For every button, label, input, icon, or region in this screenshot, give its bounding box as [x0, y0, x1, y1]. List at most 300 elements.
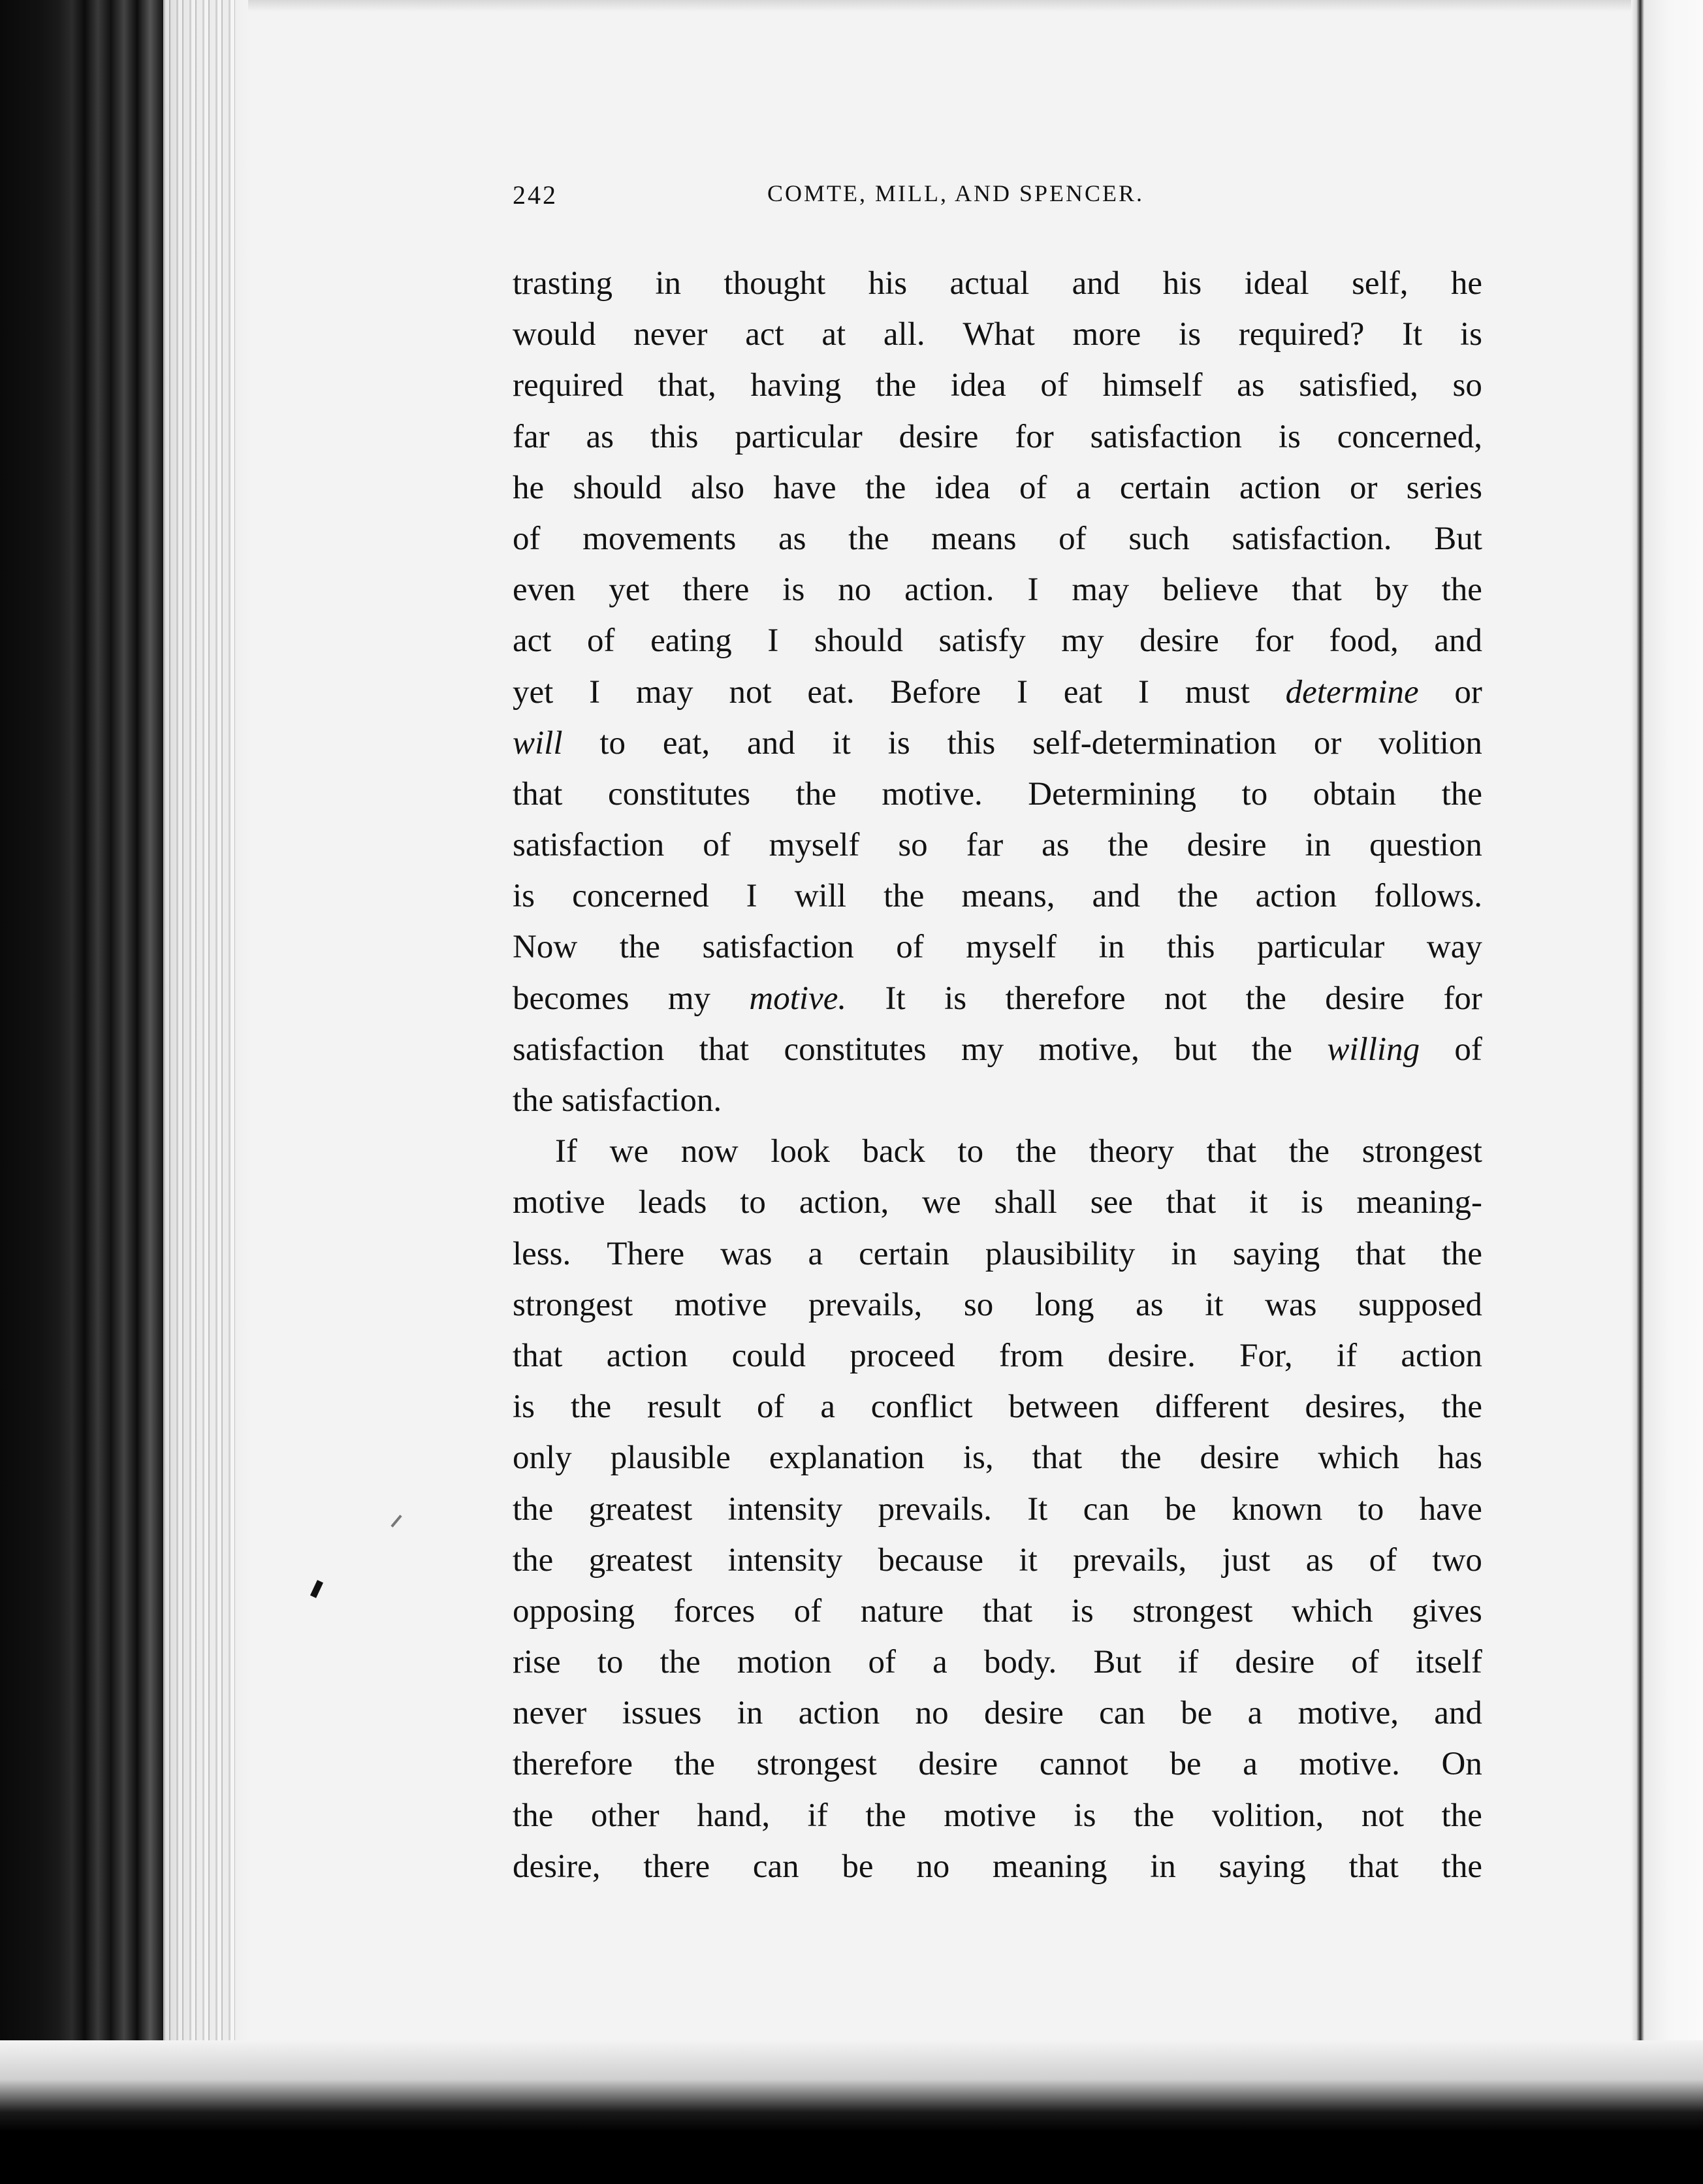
- word: that,: [658, 367, 716, 404]
- word: a: [808, 1235, 823, 1272]
- word: that: [513, 775, 563, 812]
- word: the: [513, 1082, 554, 1119]
- word: far: [966, 827, 1004, 864]
- word: of: [1019, 469, 1047, 506]
- word: never: [633, 316, 708, 353]
- word: There: [607, 1235, 685, 1272]
- word: of: [757, 1389, 785, 1426]
- word: for: [1254, 622, 1294, 660]
- word: self-determination: [1032, 724, 1277, 762]
- word: that: [1292, 571, 1342, 609]
- text-line: [513, 1330, 1482, 1381]
- word: my: [1061, 622, 1104, 660]
- word: this: [947, 724, 996, 762]
- word: will: [794, 878, 847, 915]
- word: the: [1441, 1797, 1482, 1834]
- word: would: [513, 316, 596, 353]
- word: should: [814, 622, 903, 660]
- word: if: [1336, 1337, 1358, 1374]
- word: is: [1459, 316, 1482, 353]
- word: greatest: [588, 1490, 693, 1528]
- word: thought: [724, 265, 826, 302]
- word: for: [1443, 980, 1482, 1017]
- word: will: [513, 724, 563, 762]
- word: series: [1406, 469, 1482, 506]
- word: supposed: [1358, 1286, 1482, 1323]
- word: of: [1454, 1031, 1482, 1068]
- word: he: [1450, 265, 1482, 302]
- word: so: [1452, 367, 1482, 404]
- word: desire: [918, 1746, 998, 1783]
- word: is: [513, 1389, 535, 1426]
- word: that: [513, 1337, 563, 1374]
- word: that: [982, 1592, 1033, 1630]
- word: the: [570, 1389, 612, 1426]
- word: the: [795, 775, 836, 812]
- word: food,: [1329, 622, 1399, 660]
- word: concerned,: [1337, 418, 1482, 455]
- word: satisfaction: [513, 1031, 665, 1068]
- word: explanation: [769, 1439, 925, 1477]
- word: desire: [1325, 980, 1405, 1017]
- word: ideal: [1244, 265, 1309, 302]
- word: to: [1241, 775, 1268, 812]
- word: as: [1136, 1286, 1164, 1323]
- word: only: [513, 1439, 572, 1477]
- word: the: [513, 1797, 554, 1834]
- word: plausibility: [985, 1235, 1136, 1272]
- word: the: [1288, 1133, 1330, 1170]
- word: is: [944, 980, 967, 1017]
- word: the: [1121, 1439, 1162, 1477]
- word: idea: [934, 469, 991, 506]
- word: desire: [1139, 622, 1219, 660]
- word: is: [1278, 418, 1301, 455]
- word: two: [1432, 1541, 1482, 1579]
- text-line: [513, 1535, 1482, 1586]
- word: gives: [1412, 1592, 1482, 1630]
- text-line: [513, 258, 1482, 309]
- word: therefore: [513, 1746, 633, 1783]
- text-line: [513, 309, 1482, 360]
- word: be: [1181, 1695, 1213, 1732]
- word: to: [599, 724, 626, 762]
- word: a: [820, 1389, 835, 1426]
- text-line: [513, 1228, 1482, 1279]
- word: which: [1292, 1592, 1373, 1630]
- word: his: [868, 265, 908, 302]
- word: desire,: [513, 1848, 601, 1885]
- word: be: [1170, 1746, 1202, 1783]
- word: desire: [1186, 827, 1267, 864]
- word: action: [606, 1337, 688, 1374]
- word: never: [513, 1695, 587, 1732]
- word: required: [513, 367, 624, 404]
- word: not: [1361, 1797, 1404, 1834]
- word: the: [674, 1746, 715, 1783]
- word: way: [1426, 929, 1482, 966]
- word: and: [1092, 878, 1141, 915]
- word: the: [1177, 878, 1218, 915]
- text-line: [513, 1841, 1482, 1892]
- page-edges: [163, 0, 235, 2184]
- word: volition: [1378, 724, 1482, 762]
- word: constitutes: [607, 775, 751, 812]
- word: self,: [1352, 265, 1409, 302]
- word: motive.: [749, 980, 847, 1017]
- word: itself: [1415, 1644, 1482, 1681]
- word: shall: [994, 1184, 1057, 1221]
- word: body.: [983, 1644, 1057, 1681]
- word: is: [1179, 316, 1202, 353]
- right-page-edge: [1631, 0, 1703, 2184]
- word: himself: [1102, 367, 1203, 404]
- word: so: [898, 827, 928, 864]
- text-line: [513, 1688, 1482, 1739]
- word: that: [1206, 1133, 1257, 1170]
- word: may: [1072, 571, 1130, 609]
- word: the: [875, 367, 917, 404]
- word: he: [513, 469, 545, 506]
- word: willing: [1327, 1031, 1420, 1068]
- word: satisfied,: [1299, 367, 1418, 404]
- text-line: [513, 1790, 1482, 1841]
- word: believe: [1162, 571, 1259, 609]
- word: is: [513, 878, 535, 915]
- word: act: [745, 316, 784, 353]
- word: actual: [949, 265, 1030, 302]
- word: in: [737, 1695, 763, 1732]
- word: look: [771, 1133, 830, 1170]
- word: the: [1251, 1031, 1293, 1068]
- word: was: [720, 1235, 772, 1272]
- word: I: [1027, 571, 1039, 609]
- word: follows.: [1374, 878, 1482, 915]
- word: having: [750, 367, 842, 404]
- word: for: [1015, 418, 1054, 455]
- word: particular: [1257, 929, 1385, 966]
- word: as: [1237, 367, 1265, 404]
- body-text: [513, 258, 1482, 1892]
- word: action: [1401, 1337, 1482, 1374]
- word: between: [1008, 1389, 1120, 1426]
- word: is,: [963, 1439, 994, 1477]
- word: act: [513, 622, 552, 660]
- word: It: [1027, 1490, 1048, 1528]
- word: action: [1255, 878, 1337, 915]
- word: means: [931, 520, 1017, 557]
- text-line: [513, 1637, 1482, 1688]
- word: the: [513, 1541, 554, 1579]
- word: of: [1040, 367, 1068, 404]
- word: eat.: [807, 673, 855, 711]
- word: or: [1349, 469, 1378, 506]
- word: opposing: [513, 1592, 635, 1630]
- word: plausible: [610, 1439, 731, 1477]
- word: is: [1071, 1592, 1094, 1630]
- word: But: [1434, 520, 1482, 557]
- text-line: [513, 1586, 1482, 1637]
- word: in: [655, 265, 682, 302]
- word: desire: [1200, 1439, 1280, 1477]
- word: can: [1083, 1490, 1130, 1528]
- word: concerned: [572, 878, 709, 915]
- word: the: [848, 520, 889, 557]
- word: from: [998, 1337, 1064, 1374]
- word: is: [887, 724, 910, 762]
- word: motive.: [882, 775, 983, 812]
- text-line: [513, 1126, 1482, 1177]
- word: It: [1402, 316, 1423, 353]
- word: the: [1441, 1235, 1482, 1272]
- word: the: [865, 1797, 906, 1834]
- text-line: [513, 820, 1482, 871]
- word: proceed: [850, 1337, 955, 1374]
- word: must: [1185, 673, 1250, 711]
- text-line: [513, 1432, 1482, 1483]
- word: prevails,: [1073, 1541, 1187, 1579]
- word: I: [1138, 673, 1149, 711]
- word: as: [586, 418, 614, 455]
- word: it: [1019, 1541, 1038, 1579]
- word: greatest: [588, 1541, 693, 1579]
- word: becomes: [513, 980, 629, 1017]
- word: of: [1058, 520, 1087, 557]
- text-line: [513, 1739, 1482, 1790]
- word: myself: [966, 929, 1057, 966]
- word: the: [660, 1644, 701, 1681]
- word: or: [1313, 724, 1342, 762]
- word: have: [773, 469, 836, 506]
- word: nature: [860, 1592, 944, 1630]
- word: of: [1351, 1644, 1379, 1681]
- word: a: [1247, 1695, 1263, 1732]
- word: no: [915, 1695, 949, 1732]
- word: be: [1164, 1490, 1196, 1528]
- word: the: [513, 1490, 554, 1528]
- running-title: COMTE, MILL, AND SPENCER.: [767, 180, 1145, 206]
- word: is: [1301, 1184, 1324, 1221]
- word: a: [1075, 469, 1091, 506]
- word: motive: [674, 1286, 767, 1323]
- word: my: [961, 1031, 1004, 1068]
- word: forces: [673, 1592, 756, 1630]
- word: back: [862, 1133, 925, 1170]
- word: idea: [950, 367, 1006, 404]
- word: or: [1454, 673, 1482, 711]
- word: there: [682, 571, 750, 609]
- text-line: [513, 973, 1482, 1024]
- word: the: [883, 878, 925, 915]
- word: motive,: [1038, 1031, 1139, 1068]
- word: Before: [890, 673, 981, 711]
- word: if: [1178, 1644, 1199, 1681]
- word: all.: [883, 316, 925, 353]
- word: the: [619, 929, 660, 966]
- text-line: [513, 564, 1482, 615]
- word: so: [963, 1286, 994, 1323]
- word: to: [597, 1644, 624, 1681]
- word: less.: [513, 1235, 571, 1272]
- text-line: [513, 1177, 1482, 1228]
- word: known: [1232, 1490, 1323, 1528]
- word: and: [1072, 265, 1121, 302]
- text-line: [513, 1381, 1482, 1432]
- word: that: [1348, 1848, 1399, 1885]
- text-line: [513, 411, 1482, 462]
- word: prevails.: [878, 1490, 992, 1528]
- word: strongest: [756, 1746, 877, 1783]
- word: motion: [737, 1644, 832, 1681]
- word: a: [1243, 1746, 1258, 1783]
- word: What: [963, 316, 1035, 353]
- word: satisfy: [938, 622, 1026, 660]
- word: But: [1093, 1644, 1142, 1681]
- text-line: [513, 1279, 1482, 1330]
- word: cannot: [1039, 1746, 1128, 1783]
- text-line: [513, 360, 1482, 411]
- word: the: [1133, 1797, 1175, 1834]
- word: no: [838, 571, 872, 609]
- word: movements: [582, 520, 737, 557]
- word: eat: [1063, 673, 1103, 711]
- word: I: [1016, 673, 1028, 711]
- word: desire: [899, 418, 979, 455]
- text-line: [513, 462, 1482, 513]
- word: at: [821, 316, 846, 353]
- word: has: [1437, 1439, 1482, 1477]
- word: action: [798, 1695, 880, 1732]
- word: by: [1375, 571, 1409, 609]
- word: but: [1174, 1031, 1217, 1068]
- word: is: [782, 571, 805, 609]
- word: I: [746, 878, 757, 915]
- word: the: [1441, 571, 1482, 609]
- word: particular: [735, 418, 863, 455]
- text-line: [513, 769, 1482, 820]
- word: of: [703, 827, 731, 864]
- text-line: [513, 718, 1482, 769]
- word: the: [1441, 1848, 1482, 1885]
- word: may: [635, 673, 693, 711]
- word: of: [793, 1592, 822, 1630]
- word: we: [609, 1133, 649, 1170]
- word: For,: [1239, 1337, 1293, 1374]
- word: Now: [513, 929, 578, 966]
- text-line: [513, 1484, 1482, 1535]
- word: therefore: [1005, 980, 1126, 1017]
- word: in: [1098, 929, 1125, 966]
- word: such: [1128, 520, 1190, 557]
- word: that: [1166, 1184, 1217, 1221]
- word: hand,: [697, 1797, 771, 1834]
- word: in: [1171, 1235, 1198, 1272]
- text-line: [513, 1024, 1482, 1075]
- word: even: [513, 571, 576, 609]
- word: If: [555, 1133, 577, 1170]
- word: certain: [1119, 469, 1211, 506]
- word: that: [1356, 1235, 1406, 1272]
- word: this: [1166, 929, 1215, 966]
- running-header: [513, 180, 1231, 219]
- word: rise: [513, 1644, 561, 1681]
- word: desire: [983, 1695, 1064, 1732]
- word: action: [1239, 469, 1321, 506]
- word: not: [1164, 980, 1207, 1017]
- word: can: [1099, 1695, 1145, 1732]
- word: satisfaction: [513, 827, 665, 864]
- word: of: [587, 622, 615, 660]
- word: and: [746, 724, 795, 762]
- word: conflict: [870, 1389, 973, 1426]
- word: motive: [944, 1797, 1036, 1834]
- word: as: [778, 520, 806, 557]
- word: means,: [961, 878, 1055, 915]
- word: It: [885, 980, 906, 1017]
- word: of: [1369, 1541, 1397, 1579]
- word: motive.: [1299, 1746, 1400, 1783]
- text-line: [513, 615, 1482, 666]
- word: as: [1042, 827, 1070, 864]
- word: myself: [769, 827, 860, 864]
- word: On: [1441, 1746, 1482, 1783]
- word: it: [1249, 1184, 1268, 1221]
- text-line: [513, 871, 1482, 922]
- word: yet: [609, 571, 650, 609]
- word: a: [932, 1644, 947, 1681]
- word: action.: [904, 571, 995, 609]
- word: strongest: [1132, 1592, 1253, 1630]
- word: is: [1074, 1797, 1096, 1834]
- word: as: [1305, 1541, 1334, 1579]
- word: obtain: [1313, 775, 1397, 812]
- word: action,: [799, 1184, 889, 1221]
- word: of: [513, 520, 541, 557]
- word: if: [807, 1797, 828, 1834]
- word: I: [767, 622, 779, 660]
- word: desire.: [1107, 1337, 1196, 1374]
- word: his: [1162, 265, 1202, 302]
- word: that: [699, 1031, 750, 1068]
- word: have: [1419, 1490, 1482, 1528]
- word: eat,: [662, 724, 710, 762]
- word: other: [590, 1797, 660, 1834]
- word: and: [1434, 1695, 1482, 1732]
- word: determine: [1285, 673, 1419, 711]
- word: it: [1205, 1286, 1224, 1323]
- word: we: [922, 1184, 961, 1221]
- page-number: 242: [513, 180, 558, 210]
- word: should: [573, 469, 662, 506]
- word: certain: [859, 1235, 949, 1272]
- word: motive: [513, 1184, 605, 1221]
- word: now: [680, 1133, 739, 1170]
- word: which: [1318, 1439, 1399, 1477]
- word: there: [643, 1848, 710, 1885]
- word: it: [832, 724, 851, 762]
- word: far: [513, 418, 550, 455]
- word: to: [1358, 1490, 1384, 1528]
- word: trasting: [513, 265, 613, 302]
- word: and: [1434, 622, 1482, 660]
- word: saying: [1218, 1848, 1306, 1885]
- word: see: [1090, 1184, 1133, 1221]
- word: I: [589, 673, 601, 711]
- word: the: [1015, 1133, 1057, 1170]
- word: result: [646, 1389, 722, 1426]
- word: motive,: [1297, 1695, 1399, 1732]
- word: to: [957, 1133, 984, 1170]
